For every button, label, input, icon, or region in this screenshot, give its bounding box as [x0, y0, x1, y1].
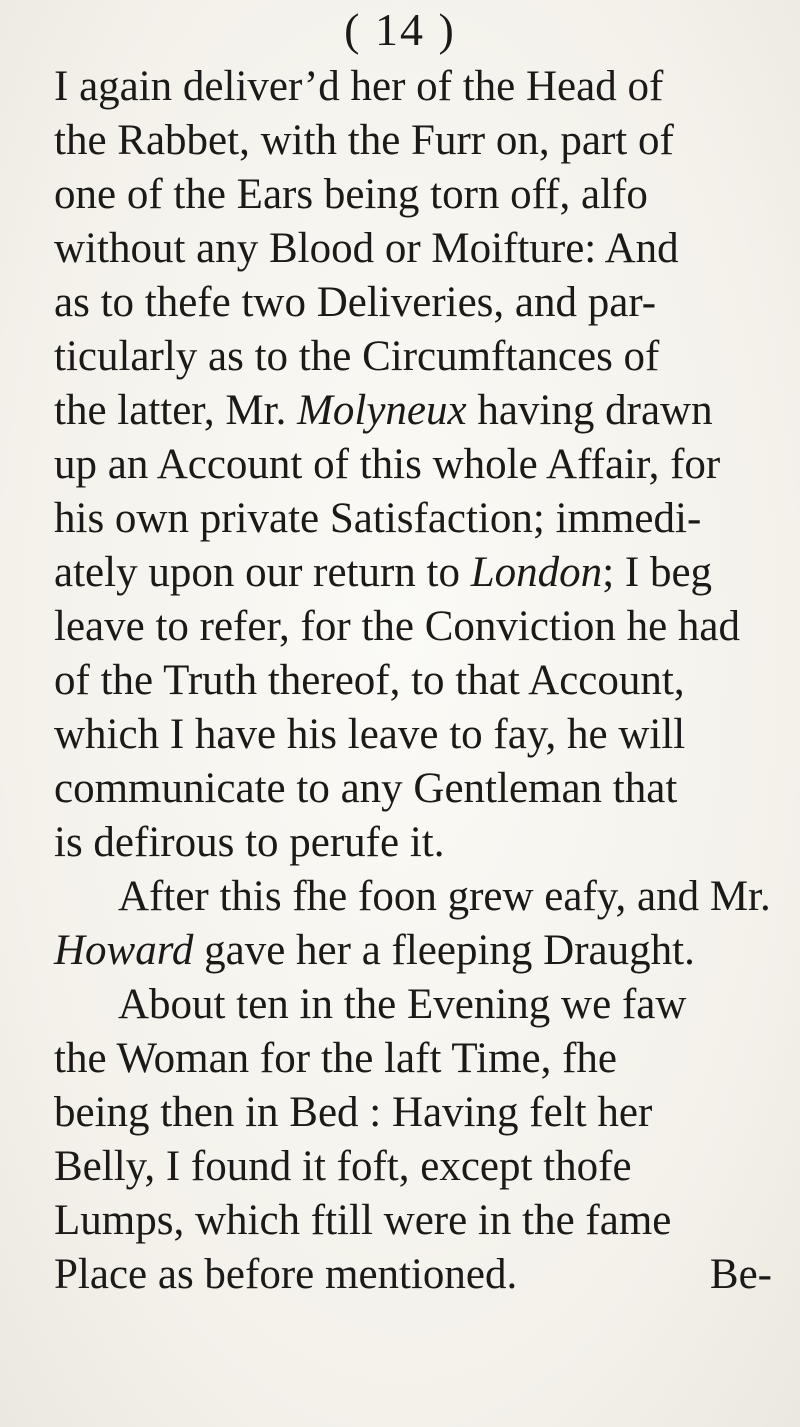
text-line: as to thefe two Deliveries, and par-: [54, 279, 657, 326]
text-line: the latter, Mr. Molyneux having drawn: [54, 387, 713, 434]
text-line: ticularly as to the Circumftances of: [54, 333, 660, 380]
text-line: the Rabbet, with the Furr on, part of: [54, 117, 674, 164]
body-text: [54, 60, 790, 1302]
place-london: London: [470, 549, 603, 596]
page-number: ( 14 ): [344, 4, 456, 55]
text-line: Belly, I found it foft, except thofe: [54, 1143, 632, 1190]
text-line: of the Truth thereof, to that Account,: [54, 657, 685, 704]
text-line: his own private Satisfaction; immedi-: [54, 495, 702, 542]
text-line: leave to refer, for the Conviction he had: [54, 603, 741, 650]
text-line: one of the Ears being torn off, alfo: [54, 171, 648, 218]
text-line: the Woman for the laft Time, fhe: [54, 1035, 618, 1082]
text-line: Howard gave her a fleeping Draught.: [54, 927, 695, 974]
name-howard: Howard: [54, 927, 194, 974]
text-line: without any Blood or Moifture: And: [54, 225, 679, 272]
catchword: Be-: [709, 1251, 772, 1298]
text-line: being then in Bed : Having felt her: [54, 1089, 653, 1136]
text-line-paragraph-start: After this fhe foon grew eafy, and Mr.: [118, 873, 771, 920]
text-line: up an Account of this whole Affair, for: [54, 441, 721, 488]
text-line: Lumps, which ftill were in the fame: [54, 1197, 672, 1244]
text-line: which I have his leave to fay, he will: [54, 711, 686, 758]
text-line: ately upon our return to London; I beg: [54, 549, 713, 596]
text-line-paragraph-start: About ten in the Evening we faw: [118, 981, 687, 1028]
name-molyneux: Molyneux: [297, 387, 467, 434]
text-line-last: Place as before mentioned. Be-: [54, 1248, 790, 1302]
text-line: I again deliver’d her of the Head of: [54, 63, 664, 110]
text-line: is defirous to perufe it.: [54, 819, 445, 866]
text-line: communicate to any Gentleman that: [54, 765, 678, 812]
